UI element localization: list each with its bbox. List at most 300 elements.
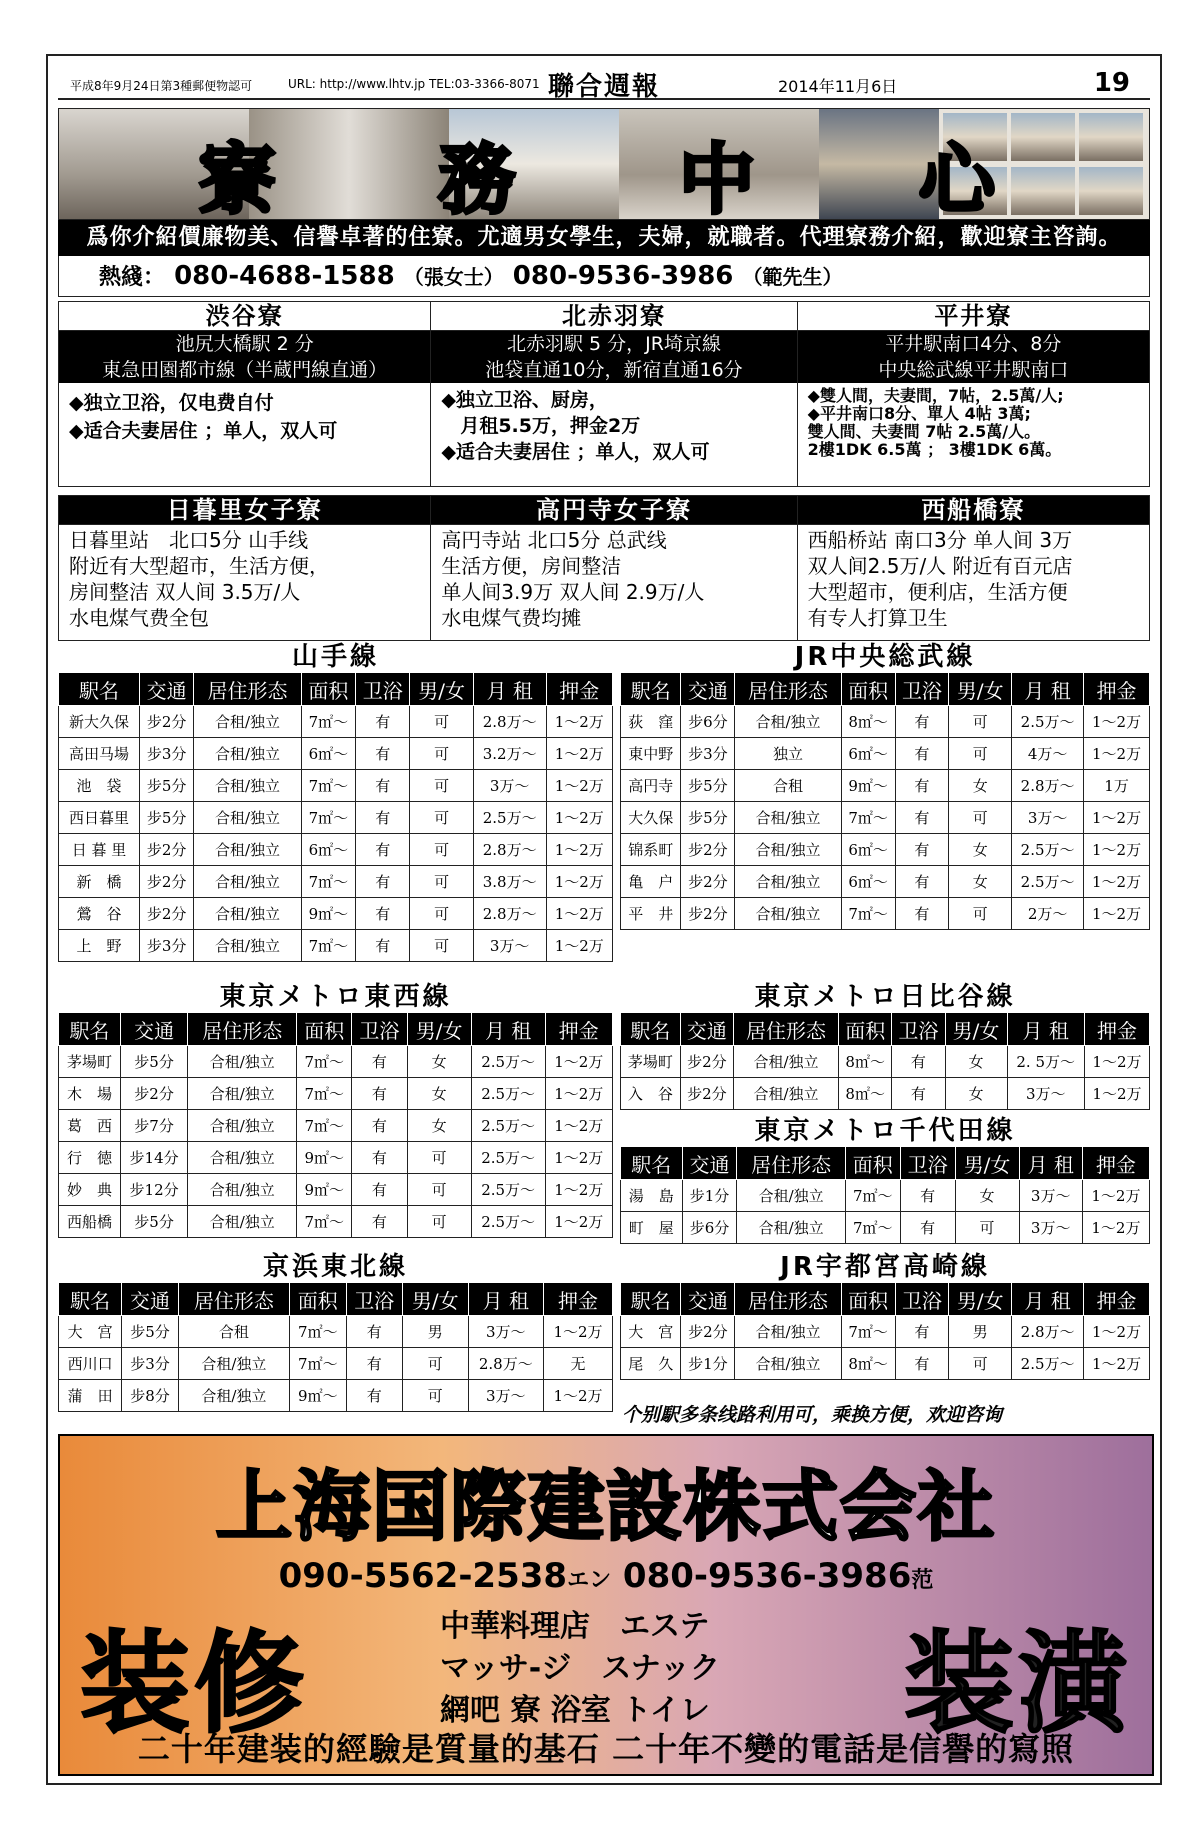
table-cell: 可: [949, 738, 1012, 770]
table-cell: 男: [402, 1316, 468, 1348]
table-cell: 无: [544, 1348, 613, 1380]
table-title: JR宇都宮高崎線: [780, 1252, 990, 1282]
table-cell: 步1分: [681, 1348, 735, 1380]
table-cell: 2.8万～: [473, 898, 546, 930]
table-cell: 8㎡～: [841, 1348, 895, 1380]
table-cell: 6㎡～: [301, 834, 355, 866]
table-cell: 平 井: [621, 898, 681, 930]
table-cell: 上 野: [59, 930, 140, 962]
table-cell: 有: [352, 1142, 407, 1174]
table-cell: 有: [356, 898, 410, 930]
table-cell: 8㎡～: [839, 1046, 892, 1078]
table-cell: 可: [949, 802, 1012, 834]
table-cell: 女: [407, 1078, 471, 1110]
column-header: 月 租: [468, 1283, 543, 1316]
table-cell: 2.5万～: [471, 1174, 545, 1206]
column-header: 面积: [841, 673, 895, 706]
column-header: 卫浴: [895, 673, 949, 706]
table-cell: 大久保: [621, 802, 681, 834]
table-row: [621, 802, 1150, 834]
table-cell: 2.5万～: [1012, 1348, 1084, 1380]
table-cell: 1～2万: [1084, 898, 1150, 930]
table-cell: 步2分: [680, 1078, 733, 1110]
table-row: [59, 1380, 613, 1412]
column-header: 月 租: [473, 673, 546, 706]
table-title: 山手線: [291, 642, 379, 672]
table-cell: 合租/独立: [194, 898, 301, 930]
dorm-name: 日暮里女子寮: [59, 496, 430, 525]
table-cell: 男: [949, 1316, 1012, 1348]
table-cell: 入 谷: [621, 1078, 681, 1110]
table-cell: 6㎡～: [841, 738, 895, 770]
table-cell: 可: [955, 1212, 1019, 1244]
table-cell: 有: [352, 1078, 407, 1110]
contact-name: （範先生）: [742, 265, 843, 289]
table-cell: 7㎡～: [297, 1046, 352, 1078]
column-header: 押金: [1084, 673, 1150, 706]
dorm-detail-line: ◆独立卫浴、厨房，: [441, 389, 608, 411]
table-cell: 步5分: [120, 1046, 187, 1078]
table-title: 東京メトロ日比谷線: [754, 982, 1016, 1012]
dorm-row: [58, 495, 1150, 641]
dorm-card: [431, 495, 797, 641]
table-cell: 有: [895, 866, 949, 898]
dorm-card: [59, 495, 431, 641]
table-cell: 3万～: [468, 1380, 543, 1412]
dorm-detail-line: 双人间2.5万/人 附近有百元店: [807, 554, 1073, 578]
column-header: 居住形态: [733, 1013, 838, 1046]
phone-number: 080-9536-3986: [512, 261, 734, 291]
paper-name: 聯合週報: [548, 72, 661, 102]
table-cell: 有: [352, 1174, 407, 1206]
table-cell: 可: [949, 898, 1012, 930]
table-cell: 葛 西: [59, 1110, 121, 1142]
table-cell: 7㎡～: [845, 1212, 900, 1244]
table-cell: 2.8万～: [468, 1348, 543, 1380]
table-cell: 1～2万: [546, 738, 612, 770]
column-header: 交通: [680, 1013, 733, 1046]
column-header: 面积: [845, 1147, 900, 1180]
table-cell: 1～2万: [1084, 866, 1150, 898]
table-cell: 有: [895, 1348, 949, 1380]
table-cell: 女: [407, 1110, 471, 1142]
contact-name: （張女士）: [403, 265, 504, 289]
table-cell: 1～2万: [546, 770, 612, 802]
table-cell: 可: [410, 738, 473, 770]
table-cell: 有: [352, 1206, 407, 1238]
column-header: 卫浴: [892, 1013, 945, 1046]
column-header: 卫浴: [900, 1147, 955, 1180]
table-header-row: [621, 1147, 1150, 1180]
column-header: 面积: [839, 1013, 892, 1046]
dorm-details: [431, 383, 796, 467]
dorm-detail-line: ◆独立卫浴，仅电费自付: [69, 392, 274, 414]
column-header: 駅名: [621, 1283, 681, 1316]
table-cell: 有: [895, 802, 949, 834]
table-cell: 可: [410, 898, 473, 930]
table-cell: 町 屋: [621, 1212, 683, 1244]
table-cell: 合租/独立: [178, 1348, 289, 1380]
table-cell: 西日暮里: [59, 802, 140, 834]
table-cell: 1～2万: [544, 1380, 613, 1412]
banner-title: [119, 119, 1079, 220]
service-line: 網吧 寮 浴室 トイレ: [440, 1693, 710, 1728]
table-cell: 大 宫: [59, 1316, 122, 1348]
column-header: 交通: [122, 1283, 178, 1316]
table-cell: 可: [410, 866, 473, 898]
table-cell: 合租/独立: [194, 834, 301, 866]
table-cell: 有: [356, 802, 410, 834]
table-row: [59, 1078, 613, 1110]
table-cell: 合租/独立: [188, 1206, 297, 1238]
table-cell: 合租/独立: [188, 1046, 297, 1078]
column-header: 男/女: [945, 1013, 1007, 1046]
dorm-line: 池袋直通10分，新宿直通16分: [431, 357, 796, 383]
table-cell: 1～2万: [545, 1174, 612, 1206]
ad-slogan: 二十年建装的經驗是質量的基石 二十年不變的電話是信譽的寫照: [137, 1730, 1075, 1768]
table-cell: 步5分: [681, 802, 735, 834]
table-header-row: [59, 1013, 613, 1046]
dorm-line: 東急田園都市線（半蔵門線直通）: [59, 357, 430, 383]
table-cell: 合租/独立: [194, 866, 301, 898]
dorm-card: [431, 301, 797, 487]
table-cell: 1～2万: [1084, 802, 1150, 834]
table-cell: 1～2万: [546, 834, 612, 866]
table-cell: 1～2万: [546, 866, 612, 898]
table-cell: 3万～: [468, 1316, 543, 1348]
table-row: [59, 738, 613, 770]
table-cell: 2. 5万～: [1007, 1046, 1084, 1078]
table-cell: 荻 窪: [621, 706, 681, 738]
table-cell: 合租/独立: [188, 1174, 297, 1206]
banner: [58, 108, 1150, 220]
dorm-details: [798, 525, 1149, 633]
table-cell: 可: [410, 930, 473, 962]
dorm-row: [58, 301, 1150, 487]
table-cell: 3万～: [1012, 802, 1084, 834]
table-cell: 1～2万: [1084, 834, 1150, 866]
banner-title-char: 心: [919, 135, 999, 220]
table-cell: 2.5万～: [471, 1110, 545, 1142]
table-cell: 合租/独立: [735, 706, 841, 738]
column-header: 居住形态: [188, 1013, 297, 1046]
table-header-row: [59, 673, 613, 706]
table-cell: 可: [410, 770, 473, 802]
table-cell: 大 宫: [621, 1316, 681, 1348]
table-cell: 步14分: [120, 1142, 187, 1174]
table-row: [621, 706, 1150, 738]
table-cell: 1～2万: [544, 1316, 613, 1348]
column-header: 交通: [120, 1013, 187, 1046]
table-cell: 步2分: [681, 834, 735, 866]
column-header: 居住形态: [178, 1283, 289, 1316]
dorm-details: [59, 383, 430, 447]
table-cell: 7㎡～: [301, 770, 355, 802]
table-cell: 有: [892, 1046, 945, 1078]
table-cell: 有: [356, 930, 410, 962]
table-cell: 步2分: [681, 866, 735, 898]
table-cell: 1～2万: [546, 802, 612, 834]
table-cell: 步2分: [139, 834, 193, 866]
dorm-detail-line: 大型超市，便利店，生活方便: [807, 580, 1068, 604]
table-row: [59, 1174, 613, 1206]
table-cell: 可: [407, 1142, 471, 1174]
phone-number: 090-5562-2538: [278, 1556, 568, 1596]
table-cell: 有: [895, 834, 949, 866]
table-row: [59, 706, 613, 738]
table-cell: 1～2万: [1084, 1316, 1150, 1348]
column-header: 交通: [682, 1147, 737, 1180]
dorm-name: 渋谷寮: [59, 302, 430, 331]
dorm-details: [431, 525, 796, 633]
table-cell: 1～2万: [546, 706, 612, 738]
table-cell: 木 場: [59, 1078, 121, 1110]
table-cell: 可: [410, 802, 473, 834]
table-cell: 合租/独立: [735, 834, 841, 866]
table-cell: 8㎡～: [841, 706, 895, 738]
dorm-detail-line: 2樓1DK 6.5萬 ； 3樓1DK 6萬。: [807, 440, 1062, 459]
table-cell: 3万～: [473, 930, 546, 962]
table-cell: 1～2万: [1084, 738, 1150, 770]
column-header: 交通: [681, 1283, 735, 1316]
table-hibiya: [620, 982, 1150, 1110]
table-cell: 西川口: [59, 1348, 122, 1380]
station-table: [620, 1282, 1150, 1380]
table-row: [59, 802, 613, 834]
table-cell: 有: [346, 1348, 402, 1380]
table-cell: 東中野: [621, 738, 681, 770]
table-cell: 女: [407, 1046, 471, 1078]
column-header: 駅名: [59, 1013, 121, 1046]
station-table: [58, 1012, 613, 1238]
table-cell: 步3分: [681, 738, 735, 770]
table-cell: 合租/独立: [733, 1046, 838, 1078]
service-list: [440, 1606, 720, 1732]
table-cell: 高田马場: [59, 738, 140, 770]
table-row: [621, 866, 1150, 898]
table-cell: 合租/独立: [735, 802, 841, 834]
table-cell: 有: [895, 898, 949, 930]
table-row: [59, 1348, 613, 1380]
table-cell: 女: [949, 770, 1012, 802]
column-header: 居住形态: [737, 1147, 845, 1180]
table-row: [621, 898, 1150, 930]
column-header: 卫浴: [352, 1013, 407, 1046]
dorm-detail-line: 雙人間、夫妻間 7帖 2.5萬/人。: [807, 422, 1041, 441]
station-table: [58, 1282, 613, 1412]
table-cell: 2.8万～: [1012, 770, 1084, 802]
table-cell: 茅場町: [59, 1046, 121, 1078]
tagline: 爲你介紹價廉物美、信譽卓著的住寮。尤適男女學生，夫婦，就職者。代理寮務介紹，歡迎寮主咨詢。: [58, 220, 1150, 256]
table-cell: 步2分: [139, 898, 193, 930]
station-table: [620, 1012, 1150, 1110]
column-header: 居住形态: [735, 673, 841, 706]
table-cell: 步12分: [120, 1174, 187, 1206]
table-cell: 9㎡～: [297, 1174, 352, 1206]
table-cell: 合租/独立: [194, 706, 301, 738]
table-cell: 锦系町: [621, 834, 681, 866]
table-row: [621, 1046, 1150, 1078]
table-cell: 步2分: [681, 1316, 735, 1348]
contact-name: エン: [567, 1568, 612, 1593]
table-cell: 3.8万～: [473, 866, 546, 898]
table-cell: 3.2万～: [473, 738, 546, 770]
column-header: 男/女: [949, 1283, 1012, 1316]
header-url: URL: http://www.lhtv.jp TEL:03-3366-8071: [288, 77, 540, 91]
table-cell: 独立: [735, 738, 841, 770]
table-chiyoda: [620, 1116, 1150, 1244]
table-cell: 1～2万: [545, 1142, 612, 1174]
table-cell: 有: [346, 1316, 402, 1348]
table-cell: 亀 户: [621, 866, 681, 898]
column-header: 駅名: [59, 673, 140, 706]
column-header: 月 租: [1007, 1013, 1084, 1046]
table-cell: 可: [402, 1348, 468, 1380]
table-cell: 步2分: [139, 706, 193, 738]
column-header: 駅名: [621, 1147, 683, 1180]
column-header: 男/女: [949, 673, 1012, 706]
table-cell: 2.8万～: [473, 834, 546, 866]
dorm-card: [798, 495, 1150, 641]
dorm-name: 平井寮: [798, 302, 1149, 331]
table-cell: 茅場町: [621, 1046, 681, 1078]
station-table: [620, 672, 1150, 930]
table-cell: 步3分: [122, 1348, 178, 1380]
table-cell: 1～2万: [1082, 1212, 1149, 1244]
table-cell: 合租: [735, 770, 841, 802]
table-cell: 可: [949, 1348, 1012, 1380]
table-cell: 1～2万: [545, 1046, 612, 1078]
table-cell: 合租/独立: [194, 738, 301, 770]
table-cell: 步5分: [139, 802, 193, 834]
table-cell: 7㎡～: [841, 1316, 895, 1348]
table-cell: 步6分: [681, 706, 735, 738]
table-cell: 日 暮 里: [59, 834, 140, 866]
table-cell: 妙 典: [59, 1174, 121, 1206]
table-cell: 9㎡～: [290, 1380, 346, 1412]
service-line: 中華料理店 エステ: [440, 1609, 710, 1644]
dorm-detail-line: 水电煤气费均摊: [441, 606, 582, 630]
dorm-access: 池尻大橋駅 2 分: [59, 331, 430, 357]
dorm-access: 平井駅南口4分、8分: [798, 331, 1149, 357]
table-cell: 7㎡～: [290, 1316, 346, 1348]
station-table: [620, 1146, 1150, 1244]
table-cell: 7㎡～: [297, 1206, 352, 1238]
table-cell: 有: [900, 1180, 955, 1212]
table-cell: 7㎡～: [845, 1180, 900, 1212]
table-cell: 2.5万～: [471, 1142, 545, 1174]
hotline-label: 熱綫：: [99, 265, 166, 290]
dorm-center-section: [58, 108, 1150, 641]
table-cell: 合租/独立: [733, 1078, 838, 1110]
column-header: 月 租: [1019, 1147, 1082, 1180]
hotline: [58, 256, 1150, 297]
column-header: 押金: [544, 1283, 613, 1316]
table-cell: 步5分: [139, 770, 193, 802]
table-cell: 1～2万: [1082, 1180, 1149, 1212]
table-cell: 合租/独立: [194, 802, 301, 834]
table-cell: 可: [410, 834, 473, 866]
issue-date: 2014年11月6日: [778, 77, 898, 96]
column-header: 押金: [546, 673, 612, 706]
table-row: [59, 930, 613, 962]
renovation-heading: 装修: [80, 1620, 308, 1748]
table-row: [59, 1110, 613, 1142]
column-header: 駅名: [621, 1013, 681, 1046]
table-tozai: [58, 982, 613, 1238]
table-cell: 7㎡～: [297, 1110, 352, 1142]
page-header: [58, 64, 1150, 100]
table-cell: 2.5万～: [471, 1078, 545, 1110]
table-cell: 2.5万～: [1012, 866, 1084, 898]
table-cell: 7㎡～: [301, 706, 355, 738]
table-cell: 合租/独立: [194, 930, 301, 962]
column-header: 男/女: [955, 1147, 1019, 1180]
table-title: JR中央総武線: [794, 642, 976, 672]
table-row: [59, 1142, 613, 1174]
table-cell: 2.5万～: [473, 802, 546, 834]
station-table: [58, 672, 613, 962]
table-cell: 3万～: [1019, 1212, 1082, 1244]
table-cell: 尾 久: [621, 1348, 681, 1380]
table-cell: 9㎡～: [301, 898, 355, 930]
table-cell: 1～2万: [1084, 706, 1150, 738]
table-row: [59, 834, 613, 866]
table-cell: 有: [356, 770, 410, 802]
column-header: 交通: [139, 673, 193, 706]
banner-title-char: 中: [679, 135, 759, 220]
table-row: [59, 898, 613, 930]
table-cell: 有: [895, 1316, 949, 1348]
table-row: [59, 1046, 613, 1078]
dorm-detail-line: 单人间3.9万 双人间 2.9万/人: [441, 580, 705, 604]
table-utsunomiya: [620, 1252, 1150, 1380]
table-keihin: [58, 1252, 613, 1412]
dorm-detail-line: 西船桥站 南口3分 单人间 3万: [807, 528, 1073, 552]
ad-phones: [60, 1556, 1152, 1596]
table-cell: 合租/独立: [188, 1110, 297, 1142]
table-cell: 1～2万: [545, 1110, 612, 1142]
table-row: [621, 1212, 1150, 1244]
dorm-detail-line: 日暮里站 北口5分 山手线: [69, 528, 309, 552]
table-cell: 女: [949, 834, 1012, 866]
table-cell: 可: [407, 1206, 471, 1238]
table-cell: 步2分: [681, 898, 735, 930]
table-cell: 有: [352, 1110, 407, 1142]
table-cell: 7㎡～: [301, 930, 355, 962]
table-cell: 合租/独立: [178, 1380, 289, 1412]
table-row: [621, 1348, 1150, 1380]
dorm-details: [798, 383, 1149, 461]
table-cell: 步3分: [139, 930, 193, 962]
column-header: 卫浴: [346, 1283, 402, 1316]
phone-number: 080-4688-1588: [174, 261, 395, 291]
table-cell: 2.5万～: [471, 1206, 545, 1238]
table-cell: 合租/独立: [194, 770, 301, 802]
table-cell: 有: [346, 1380, 402, 1412]
column-header: 居住形态: [194, 673, 301, 706]
table-cell: 合租/独立: [737, 1212, 845, 1244]
column-header: 押金: [1082, 1147, 1149, 1180]
table-cell: 2万～: [1012, 898, 1084, 930]
table-cell: 1～2万: [546, 930, 612, 962]
table-cell: 合租/独立: [188, 1078, 297, 1110]
dorm-detail-line: 生活方便，房间整洁: [441, 554, 622, 578]
column-header: 面积: [290, 1283, 346, 1316]
table-cell: 1～2万: [1084, 1046, 1149, 1078]
table-cell: 女: [945, 1046, 1007, 1078]
column-header: 駅名: [621, 673, 681, 706]
